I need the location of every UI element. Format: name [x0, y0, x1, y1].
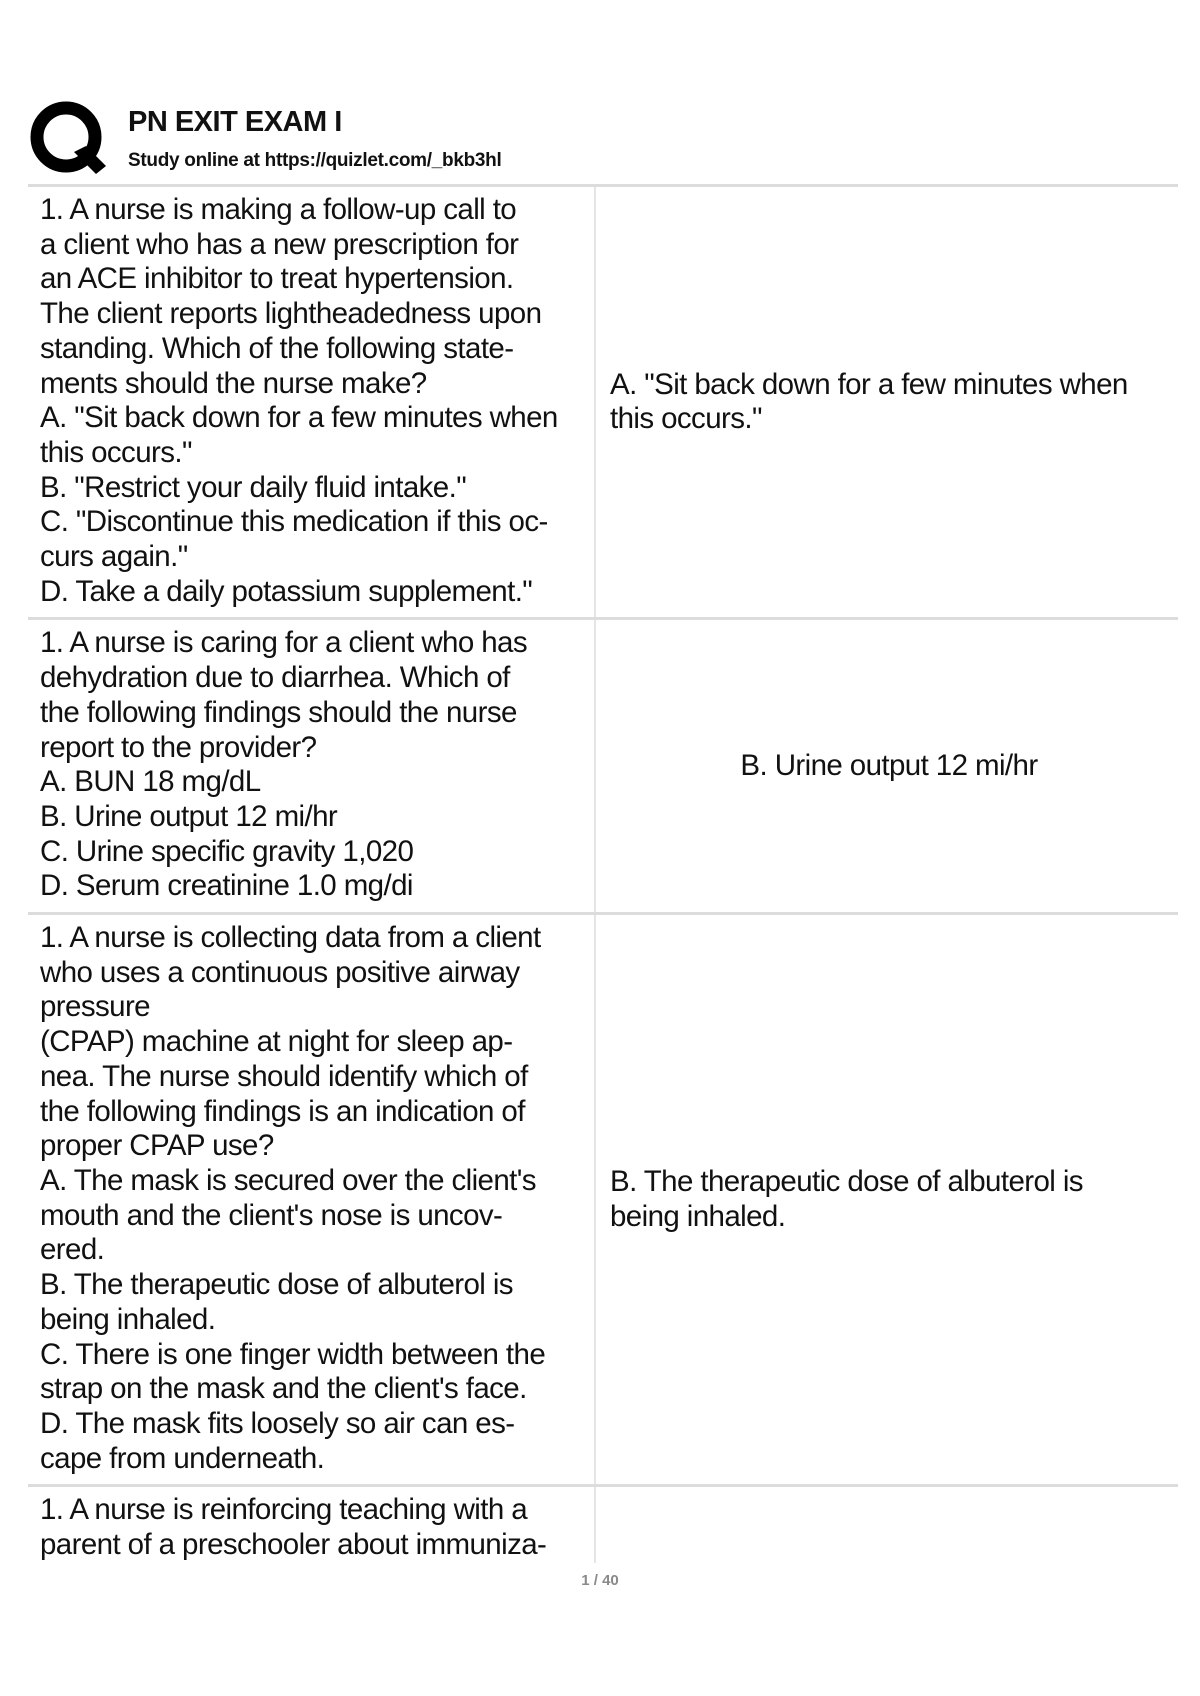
set-title: PN EXIT EXAM I [128, 106, 342, 138]
card-answer [596, 1487, 1178, 1562]
card-question: 1. A nurse is caring for a client who has dehydration due to diarrhea. Which of the following findings should the nurse report to the provider? A. BUN 18 mg/dL B. Urine output 12 mi/hr C. Urine specific gravity 1,020 D. Serum creatinine 1.0 mg/di [28, 620, 596, 912]
card-answer: B. Urine output 12 mi/hr [740, 748, 1038, 782]
page-header [30, 100, 1180, 180]
study-online-link[interactable]: Study online at https://quizlet.com/_bkb3hl [128, 150, 502, 171]
card-answer: A. "Sit back down for a few minutes when this occurs." [610, 367, 1128, 436]
card-answer: B. The therapeutic dose of albuterol is being inhaled. [610, 1164, 1083, 1233]
quizlet-logo-icon [30, 100, 108, 178]
flashcard-row [28, 915, 1178, 1487]
card-question: 1. A nurse is making a follow-up call to a client who has a new prescription for an ACE inhibitor to treat hypertension. The client reports lightheadedness upon standing. Which of the following state- ments should the nurse make? A. "Sit back down for a few minutes when this occurs." B. "Restrict your daily fluid intake." C. "Discontinue this medication if this oc- curs again." D. Take a daily potassium supplement." [28, 187, 596, 617]
flashcard-row [28, 1487, 1178, 1562]
flashcard-table [28, 184, 1178, 1563]
flashcard-row [28, 620, 1178, 915]
page-number: 1 / 40 [581, 1572, 619, 1589]
card-question: 1. A nurse is collecting data from a client who uses a continuous positive airway pressure (CPAP) machine at night for sleep ap- nea. The nurse should identify which of the following findings is an indication of proper CPAP use? A. The mask is secured over the client's mouth and the client's nose is uncov- ered. B. The therapeutic dose of albuterol is being inhaled. C. There is one finger width between the strap on the mask and the client's face. D. The mask fits loosely so air can es- cape from underneath. [28, 915, 596, 1484]
flashcard-row [28, 187, 1178, 620]
card-question: 1. A nurse is reinforcing teaching with a parent of a preschooler about immuniza- [28, 1487, 596, 1562]
